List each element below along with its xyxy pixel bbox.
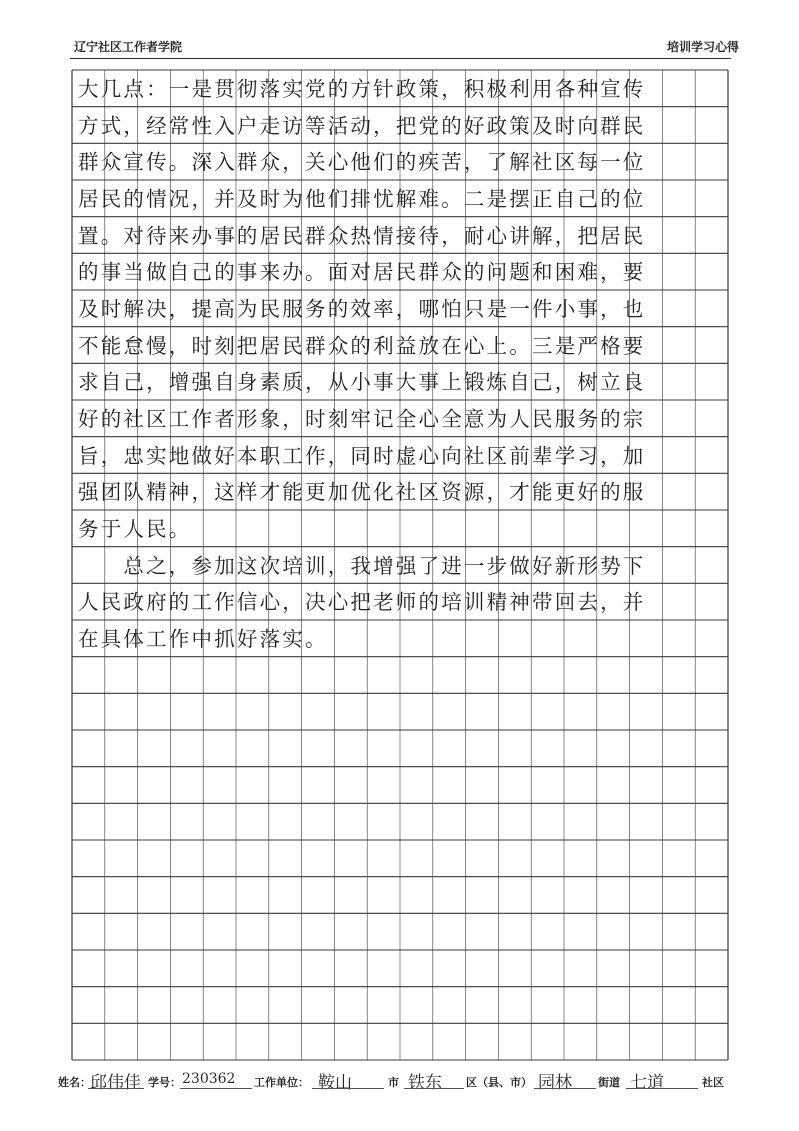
org-name: 辽宁社区工作者学院 [74, 40, 183, 54]
name-underline [88, 1088, 144, 1089]
street-value: 园林 [538, 1073, 572, 1093]
student-no-underline [180, 1088, 252, 1089]
essay-line-6: 的事当做自己的事来办。面对居民群众的问题和困难，要 [78, 260, 646, 285]
essay-line-4: 居民的情况，并及时为他们排忧解难。二是摆正自己的位 [78, 187, 646, 211]
name-value: 邱伟佳 [90, 1073, 141, 1093]
district-underline [404, 1088, 464, 1089]
essay-line-13: 务于人民。 [78, 517, 192, 541]
essay-line-10: 好的社区工作者形象，时刻牢记全心全意为人民服务的宗 [78, 407, 646, 431]
district-label: 区（县、市） [466, 1076, 532, 1089]
essay-line-8: 不能怠慢，时刻把居民群众的利益放在心上。三是严格要 [78, 333, 646, 358]
doc-type-label: 培训学习心得 [666, 40, 739, 54]
community-value: 七道 [630, 1073, 664, 1093]
essay-line-1: 大几点：一是贯彻落实党的方针政策，积极利用各种宣传 [78, 77, 646, 101]
student-no-value: 230362 [182, 1071, 236, 1087]
community-label: 社区 [702, 1076, 724, 1089]
essay-line-12: 强团队精神，这样才能更加优化社区资源，才能更好的服 [78, 480, 646, 505]
essay-line-14: 总之，参加这次培训，我增强了进一步做好新形势下 [78, 553, 646, 578]
city-label: 市 [388, 1076, 399, 1089]
work-unit-label: 工作单位： [254, 1076, 309, 1089]
community-underline [626, 1088, 698, 1089]
essay-line-5: 置。对待来办事的居民群众热情接待，耐心讲解，把居民 [78, 223, 646, 248]
essay-line-15: 人民政府的工作信心，决心把老师的培训精神带回去，并 [78, 590, 646, 615]
street-underline [534, 1088, 596, 1089]
district-value: 铁东 [408, 1073, 442, 1093]
essay-line-9: 求自己，增强自身素质，从小事大事上锻炼自己，树立良 [78, 370, 646, 395]
essay-line-2: 方式，经常性入户走访等活动，把党的好政策及时向群民 [78, 113, 646, 138]
essay-line-3: 群众宣传。深入群众，关心他们的疾苦，了解社区每一位 [78, 150, 646, 175]
essay-line-7: 及时解决，提高为民服务的效率，哪怕只是一件小事，也 [78, 297, 646, 321]
street-label: 街道 [598, 1076, 620, 1089]
student-no-label: 学号： [148, 1076, 181, 1089]
essay-line-16: 在具体工作中抓好落实。 [78, 627, 328, 651]
essay-line-11: 旨，忠实地做好本职工作，同时虚心向社区前辈学习，加 [78, 443, 646, 468]
city-value: 鞍山 [318, 1073, 352, 1093]
name-label: 姓名： [58, 1076, 91, 1089]
city-underline [312, 1088, 384, 1089]
